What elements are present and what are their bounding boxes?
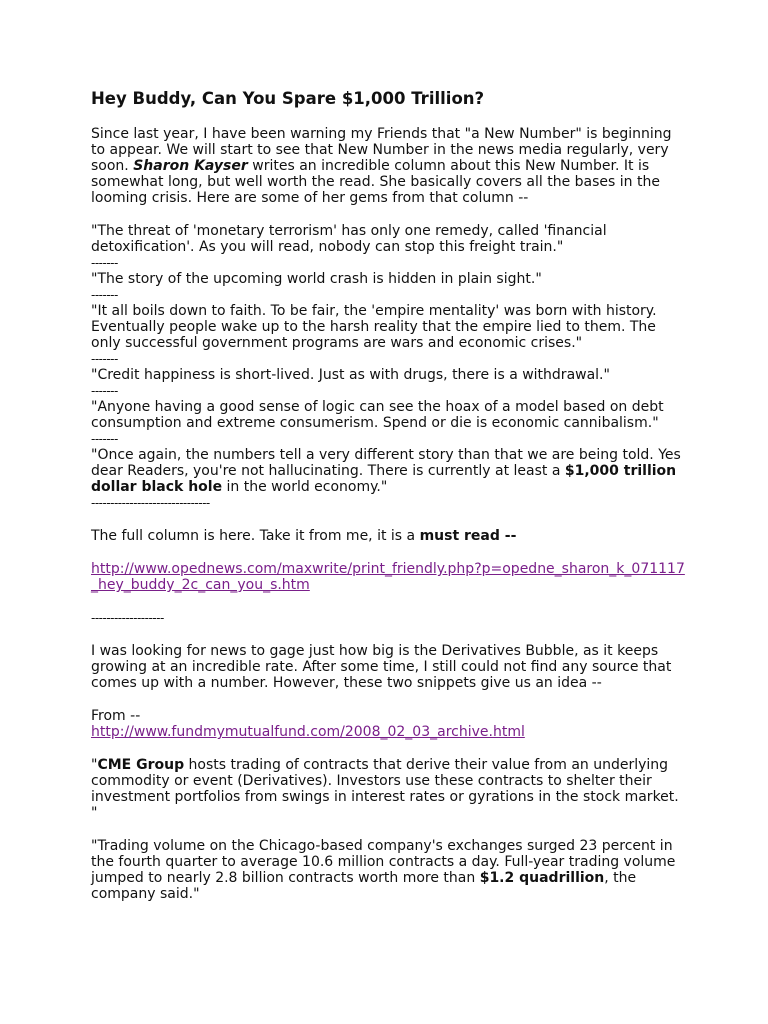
full-column-line [91, 528, 688, 544]
separator: ------- [91, 352, 118, 366]
opednews-link[interactable] [91, 561, 685, 593]
full-column-text: The full column is here. Take it from me, it is a [91, 528, 420, 544]
cme-paragraph [91, 757, 688, 821]
must-read-text: must read -- [419, 528, 517, 544]
separator: ------- [91, 432, 118, 446]
separator-mid: ------------------- [91, 611, 164, 625]
separator-long: ------------------------------- [91, 496, 210, 510]
separator: ------- [91, 256, 118, 270]
author-name: Sharon Kayser [133, 158, 248, 174]
quote-3: "It all boils down to faith. To be fair, the 'empire mentality' was born with history. Eventually people wake up to the harsh reality that the empire lied to them. The only successful government programs are wars and economic crises." [91, 303, 657, 351]
cme-group-name: CME Group [97, 757, 185, 773]
volume-text-a: "Trading volume on the Chicago-based company's exchanges surged 23 percent in the fourth quarter to average 10.6 million contracts a day. Full-year trading volume jumped to nearly 2.8 billion contracts worth more than [91, 838, 676, 886]
separator: ------- [91, 384, 118, 398]
quote-6-text-c: in the world economy." [222, 479, 388, 495]
fundmymutualfund-link-block [91, 724, 688, 740]
quote-6 [91, 447, 688, 495]
quote-1: "The threat of 'monetary terrorism' has only one remedy, called 'financial detoxification'. As you will read, nobody can stop this freight train." [91, 223, 607, 255]
from-label: From -- [91, 708, 141, 724]
quadrillion-figure: $1.2 quadrillion [479, 870, 605, 886]
opednews-link-line-2: _hey_buddy_2c_can_you_s.htm [91, 577, 310, 593]
opednews-link-line-1: http://www.opednews.com/maxwrite/print_friendly.php?p=opedne_sharon_k_071117 [91, 561, 685, 577]
fundmymutualfund-link[interactable]: http://www.fundmymutualfund.com/2008_02_03_archive.html [91, 724, 525, 740]
separator: ------- [91, 288, 118, 302]
quote-6-text-a: "Once again, the numbers tell a very different story than that we are being told. Yes dear Readers, you're not hallucinating. There is currently at least a [91, 447, 681, 479]
intro-paragraph [91, 126, 688, 206]
quote-5: "Anyone having a good sense of logic can see the hoax of a model based on debt consumption and extreme consumerism. Spend or die is economic cannibalism." [91, 399, 664, 431]
page-title: Hey Buddy, Can You Spare $1,000 Trillion? [91, 89, 485, 108]
black-hole-figure: $1,000 trillion dollar black hole [91, 463, 677, 495]
intro-text-b: writes an incredible column about this New Number. It is somewhat long, but well worth the read. She basically covers all the bases in the looming crisis. Here are some of her gems from that column -- [91, 158, 660, 206]
volume-paragraph [91, 838, 688, 902]
cme-text: hosts trading of contracts that derive their value from an underlying commodity or event (Derivatives). Investors use these contracts to shelter their investment portfolios from swings in interest rates or gyrations in the stock market. [91, 757, 679, 805]
cme-open-quote: " [91, 757, 98, 773]
intro-text-a: Since last year, I have been warning my Friends that "a New Number" is beginning to appear. We will start to see that New Number in the news media regularly, very soon. [91, 126, 672, 174]
volume-text-c: , the company said." [91, 870, 637, 902]
derivatives-paragraph: I was looking for news to gage just how big is the Derivatives Bubble, as it keeps growing at an incredible rate. After some time, I still could not find any source that comes up with a number. However, these two snippets give us an idea -- [91, 643, 672, 691]
cme-close-quote: " [91, 805, 98, 821]
quote-2: "The story of the upcoming world crash is hidden in plain sight." [91, 271, 542, 287]
opednews-link-block [91, 561, 688, 593]
quote-4: "Credit happiness is short-lived. Just as with drugs, there is a withdrawal." [91, 367, 610, 383]
